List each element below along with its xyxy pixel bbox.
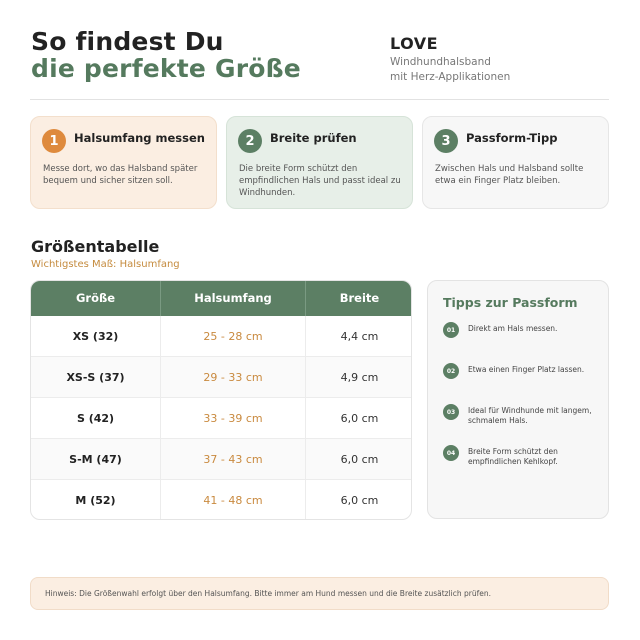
column-header-size: Größe — [75, 291, 116, 305]
tip-text: Direkt am Hals messen. — [468, 324, 558, 333]
cell-neck: 37 - 43 cm — [160, 439, 305, 480]
table-row — [31, 316, 412, 357]
size-table-subtitle: Wichtigstes Maß: Halsumfang — [31, 259, 180, 270]
step-title: Halsumfang messen — [74, 131, 205, 145]
table-header — [31, 281, 412, 316]
product-name-line2: mit Herz-Applikationen — [390, 71, 511, 83]
tip-number-badge: 02 — [443, 363, 459, 379]
cell-width: 6,0 cm — [305, 439, 412, 480]
cell-width: 4,9 cm — [305, 357, 412, 398]
step-description: Messe dort, wo das Halsband später bequem und sicher sitzen soll. — [43, 164, 198, 186]
brand-name: LOVE — [390, 34, 439, 53]
table-row — [31, 398, 412, 439]
cell-size: XS-S (37) — [66, 371, 125, 384]
product-name-line1: Windhundhalsband — [390, 56, 491, 68]
cell-neck: 25 - 28 cm — [160, 316, 305, 357]
table-row — [31, 357, 412, 398]
page-title-line2: die perfekte Größe — [31, 54, 301, 83]
step-number-badge: 1 — [42, 129, 66, 153]
hint-note — [30, 577, 609, 610]
cell-neck: 29 - 33 cm — [160, 357, 305, 398]
column-header-neck: Halsumfang — [160, 281, 305, 316]
cell-size: XS (32) — [72, 330, 119, 343]
header-divider — [30, 99, 609, 100]
size-table — [30, 280, 412, 520]
size-table-title: Größentabelle — [31, 237, 160, 256]
step-card-2 — [226, 116, 413, 209]
cell-width: 6,0 cm — [305, 398, 412, 439]
cell-neck: 41 - 48 cm — [160, 480, 305, 520]
step-number-badge: 3 — [434, 129, 458, 153]
step-card-3 — [422, 116, 609, 209]
table-row — [31, 480, 412, 520]
step-description: Zwischen Hals und Halsband sollte etwa ein Finger Platz bleiben. — [435, 164, 584, 186]
cell-width: 6,0 cm — [305, 480, 412, 520]
cell-width: 4,4 cm — [305, 316, 412, 357]
cell-size: M (52) — [75, 494, 116, 507]
cell-size: S-M (47) — [69, 453, 122, 466]
step-title: Breite prüfen — [270, 131, 357, 145]
hint-note-text: Hinweis: Die Größenwahl erfolgt über den Halsumfang. Bitte immer am Hund messen und die Breite zusätzlich prüfen. — [45, 589, 491, 598]
step-number-badge: 2 — [238, 129, 262, 153]
table-row — [31, 439, 412, 480]
step-title: Passform-Tipp — [466, 131, 558, 145]
tip-number-badge: 03 — [443, 404, 459, 420]
step-description: Die breite Form schützt den empfindlichen Hals und passt ideal zu Windhunden. — [239, 164, 401, 198]
tip-text: Breite Form schützt den empfindlichen Kehlkopf. — [468, 447, 558, 466]
step-card-1 — [30, 116, 217, 209]
tips-panel — [427, 280, 609, 519]
column-header-width: Breite — [305, 281, 412, 316]
tip-number-badge: 01 — [443, 322, 459, 338]
page-title-line1: So findest Du — [31, 27, 224, 56]
tip-text: Etwa einen Finger Platz lassen. — [468, 365, 585, 374]
cell-size: S (42) — [76, 412, 115, 425]
tip-text: Ideal für Windhunde mit langem, schmalem Hals. — [468, 406, 592, 425]
cell-neck: 33 - 39 cm — [160, 398, 305, 439]
tips-title: Tipps zur Passform — [443, 295, 578, 310]
tip-number-badge: 04 — [443, 445, 459, 461]
